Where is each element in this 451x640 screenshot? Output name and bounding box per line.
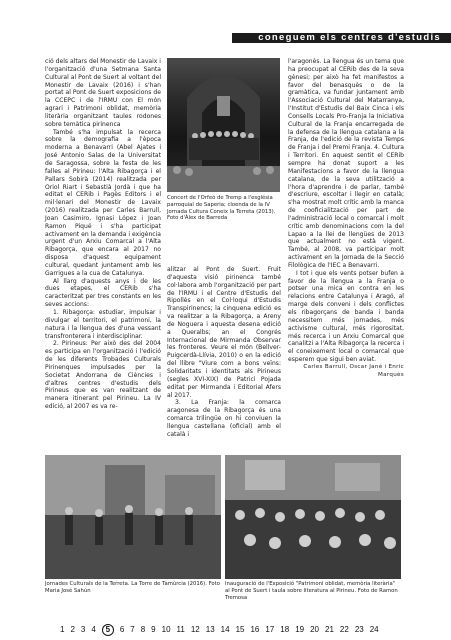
exhibition-caption: Inauguració de l'Exposició "Patrimoni oblidat, memòria literària" al Pont de Suert i taula sobre literatura al Pirineu. Foto de Ramon Tremosa: [225, 581, 398, 601]
page-number-link[interactable]: 24: [369, 625, 379, 634]
page-number-link[interactable]: 4: [91, 625, 96, 634]
page-number-link[interactable]: 17: [265, 625, 275, 634]
page-number-current[interactable]: 5: [102, 624, 114, 636]
section-title: coneguem els centres d'estudis: [258, 32, 441, 43]
church-photo-caption: Concert de l'Orfeó de Tremp a l'església parroquial de Saperia; cloenda de la IV Jornada Cultura Coneix la Terreta (2013). Foto d'Àlex de Barreda: [167, 195, 276, 222]
page-number-link[interactable]: 22: [339, 625, 349, 634]
page-number-link[interactable]: 7: [130, 625, 135, 634]
page-number-link[interactable]: 23: [354, 625, 364, 634]
page-number-link[interactable]: 6: [119, 625, 125, 634]
page-number-link[interactable]: 19: [295, 625, 305, 634]
paragraph: També s'ha impulsat la recerca sobre la demografia a l'època moderna a Benavarri (Abel Ajates i José Antonio Salas de la Universitat de Saragossa, sobre la festa de les falles al Pirineu: l'Alta Ribagorça i el Pallars Sobirà (2014) realitzada per Oriol Riart i Sebastià Jordà i que ha editat el CERib i Pagès Editors i el mil·lenari del Monestir de Lavaix (2016) realitzada per Carles Barrull, Joan Casimiro, Ignasi López i Joan Ramon Piqué i s'ha participat activament en la demanda i exigència urgent d'un Arxiu Comarcal a l'Alta Ribagorça, que encara al 2017 no disposa d'aquest equipament cultural, quedant juntament amb les Garrigues a la cua de Catalunya.: [45, 128, 161, 277]
middle-text-column: [167, 266, 281, 439]
paragraph: alitzar al Pont de Suert. Fruit d'aquesta visió pirinenca també col·labora amb l'organització per part de l'IRMU i el Centre d'Estudis del Ripollès en el Col·loqui d'Estudis Transpirinencs; la cinquena edició es va realitzar a la Ribagorça, a Areny de Noguera i aquesta desena edició a Queralbs; an el Congrés Internacional de Mirmanda Observar les fronteres. Veure el món (Bellver-Puigcerdà-Llívia, 2010) o en la edició del llibre "Viure com a bons veïns: Solidaritats i identitats als Pirineus (segles XVI-XIX) de Patrici Pojada editat per Mirmanda i Editorial Afers al 2017.: [167, 266, 281, 399]
page-number-link[interactable]: 20: [310, 625, 319, 634]
left-text-column: [45, 58, 161, 411]
paragraph: 3. La Franja: la comarca aragonesa de la Ribagorça és una comarca trilingüe on hi conviuen la llengua castellana (oficial) amb el català i: [167, 399, 281, 438]
page-number-link[interactable]: 21: [325, 625, 334, 634]
article-signature: Carles Barrull, Oscar Jané i Enric Marquès: [303, 363, 404, 378]
page-number-link[interactable]: 1: [60, 625, 65, 634]
page-number-link[interactable]: 9: [151, 625, 156, 634]
paragraph: I tot i que els vents potser bufen a favor de la llengua a la Franja o potser una mica en contra en les relacions entre Catalunya i Aragó, al marge dels conveni i dels conflictes els ribagorçans de banda i banda necessitem més jornades, més activisme cultural, més rigorositat, més recerca i un Arxiu Comarcal que canalitzi a l'Alta Ribagorça la recerca i el coneixement local o comarcal que esperem que sigui ben aviat.: [288, 269, 404, 364]
page-number-link[interactable]: 14: [220, 625, 230, 634]
page-number-link[interactable]: 10: [161, 625, 171, 634]
page-number-link[interactable]: 16: [250, 625, 260, 634]
page-number-link[interactable]: 2: [70, 625, 75, 634]
exhibition-photo: [225, 455, 401, 579]
page-number-link[interactable]: 18: [280, 625, 290, 634]
paragraph: 2. Pirineus: Per això des del 2004 es participa en l'organització i l'edició de les diferents Trobades Culturals Pirinenques impulsades per la Societat Andorrana de Ciències i d'altres centres d'estudis dels Pirineus que es van realitzant de manera itinerant pel Pirineu. La IV edició, al 2007 es va re-: [45, 340, 161, 411]
cultural-days-photo: [45, 455, 221, 579]
church-concert-photo: [167, 58, 280, 192]
page-number-link[interactable]: 3: [80, 625, 86, 634]
paragraph: Al llarg d'aquests anys i de les dues etapes, el CERib s'ha caracteritzat per tres constants en les seves accions:: [45, 277, 161, 309]
right-text-column: [288, 58, 404, 380]
cultural-days-caption: Jornades Culturals de la Terreta. La Torre de Tamúrcia (2016). Foto Maria José Sahún: [45, 581, 220, 594]
page-navigation: [60, 624, 385, 636]
paragraph: ció dels altars del Monestir de Lavaix i l'organització d'una Setmana Santa Cultural al Pont de Suert al voltant del Monestir de Lavaix (2016) i s'han portat al Pont de Suert exposicions de la CCEPC i de l'IRMU con El món agrari i Patrimoni oblidat, memòria literària organitzant taules rodones sobre temàtica pirinenca: [45, 58, 161, 128]
section-header-bar: [232, 33, 451, 43]
page-number-link[interactable]: 15: [235, 625, 245, 634]
paragraph: 1. Ribagorça: estudiar, impulsar i divulgar el territori, el patrimoni, la natura i la llengua des d'una vessant transfronterera i interdisciplinar.: [45, 309, 161, 340]
page-number-link[interactable]: 13: [205, 625, 215, 634]
page-number-link[interactable]: 12: [190, 625, 200, 634]
paragraph: l'aragonès. La llengua és un tema que ha preocupat al CERib des de la seva gènesi; per això ha fet manifestos a favor del benasquès o de la gramàtica, va fundar juntament amb l'Associació Cultural del Matarranya, l'Institut d'Estudis del Baix Cinca i els Consells Locals Pro-Franja la Iniciativa Cultural de la Franja encarregada de la defensa de la llengua catalana a la Franja, de l'edició de la revista Temps de Franja i del Premi Franja. 4. Cultura i Territori. En aquest sentit el CERib sempre ha donat suport a les Manifestacions a favor de la llengua catalana, de la seva utilització a l'hora d'aprendre i de parlar, també d'escriure, escoltar i llegir en català; s'ha mostrat molt crític amb la manca de cooficialització per part de l'administració local o comarcal i molt crític amb denominacions com la del Lapao a la llei de llengües de 2013 que actualment no està vigent. També, al 2008, va participar molt activament en la Jornada de la Secció Filològica de l'IEC a Benavarri.: [288, 58, 404, 269]
page-number-link[interactable]: 8: [140, 625, 146, 634]
page-number-link[interactable]: 11: [176, 625, 185, 634]
